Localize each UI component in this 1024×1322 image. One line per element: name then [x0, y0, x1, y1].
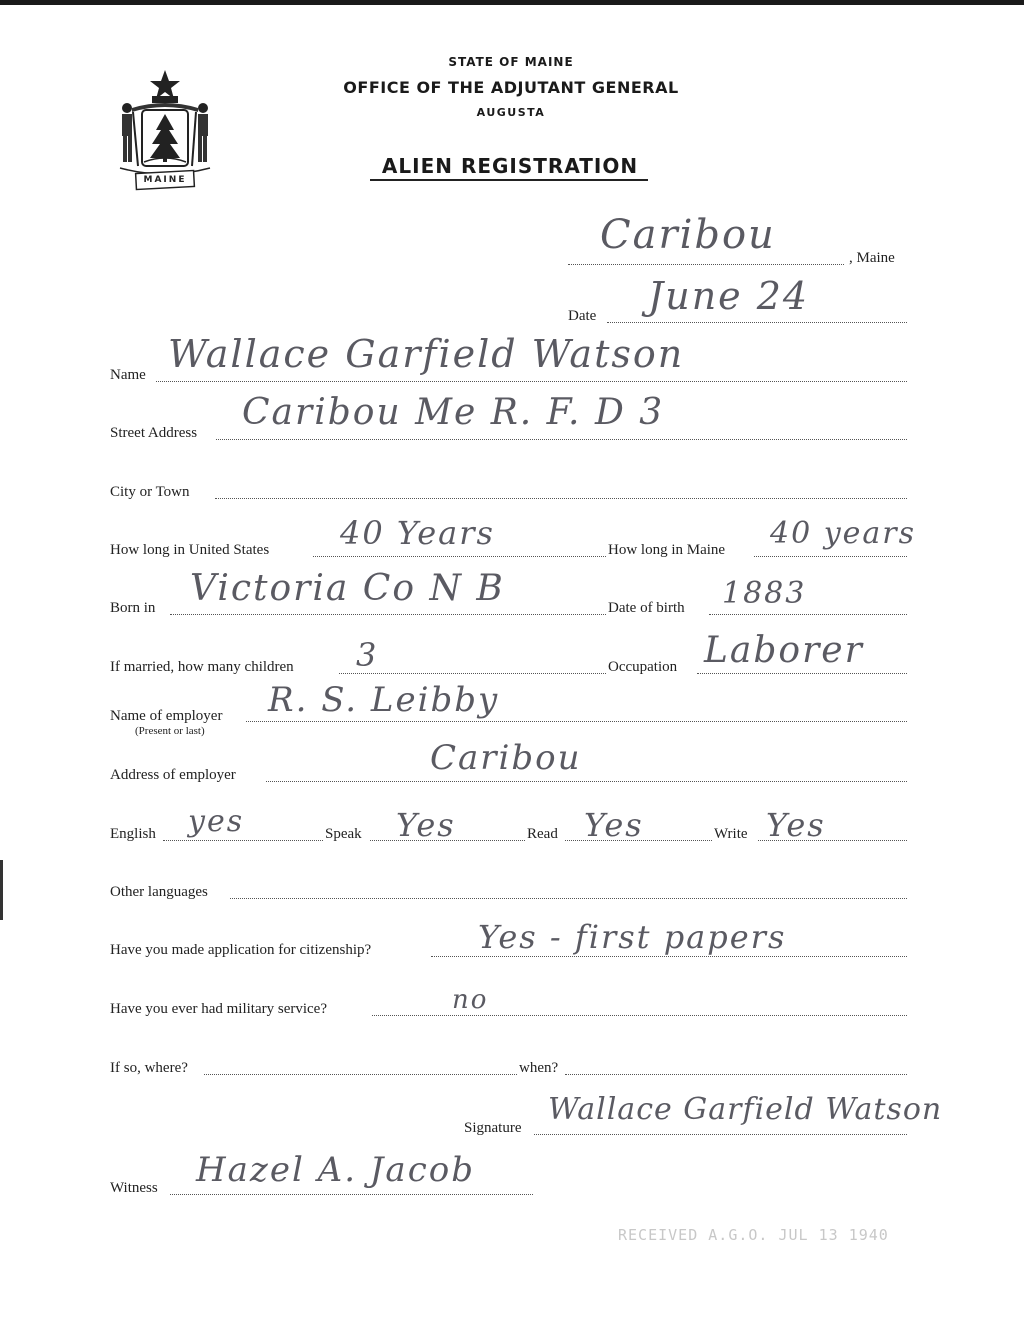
read-value: Yes: [584, 806, 644, 844]
born-in-label: Born in: [110, 600, 156, 616]
date-field-line[interactable]: [607, 322, 907, 323]
signature-label: Signature: [464, 1120, 522, 1136]
town-value: Caribou: [600, 212, 776, 258]
speak-value: Yes: [396, 806, 456, 844]
military-label: Have you ever had military service?: [110, 1001, 327, 1017]
witness-field-line[interactable]: [170, 1194, 533, 1195]
header-state: STATE OF MAINE: [448, 55, 574, 69]
seal-banner-text: MAINE: [143, 175, 187, 185]
other-languages-label: Other languages: [110, 884, 208, 900]
where-field-line[interactable]: [204, 1074, 517, 1075]
children-value: 3: [356, 636, 379, 674]
title-underline: [370, 179, 648, 181]
speak-label: Speak: [325, 826, 362, 842]
how-long-maine-value: 40 years: [770, 516, 917, 551]
when-label: when?: [519, 1060, 559, 1076]
header-office: OFFICE OF THE ADJUTANT GENERAL: [343, 78, 679, 97]
citizenship-field-line[interactable]: [431, 956, 907, 957]
city-field-line[interactable]: [215, 498, 907, 499]
write-label: Write: [714, 826, 748, 842]
english-label: English: [110, 826, 156, 842]
occupation-field-line[interactable]: [697, 673, 907, 674]
street-address-field-line[interactable]: [216, 439, 907, 440]
born-in-field-line[interactable]: [170, 614, 606, 615]
how-long-maine-label: How long in Maine: [608, 542, 726, 558]
employer-note: (Present or last): [135, 725, 205, 737]
date-label: Date: [568, 308, 597, 324]
witness-value: Hazel A. Jacob: [196, 1150, 475, 1190]
date-of-birth-value: 1883: [722, 576, 807, 611]
how-long-us-label: How long in United States: [110, 542, 270, 558]
citizenship-value: Yes - first papers: [478, 918, 787, 956]
how-long-us-field-line[interactable]: [313, 556, 606, 557]
employer-address-label: Address of employer: [110, 767, 236, 783]
signature-value: Wallace Garfield Watson: [548, 1092, 943, 1127]
employer-name-field-line[interactable]: [246, 721, 907, 722]
children-label: If married, how many children: [110, 659, 294, 675]
street-address-value: Caribou Me R. F. D 3: [242, 392, 665, 433]
born-in-value: Victoria Co N B: [190, 568, 505, 609]
street-address-label: Street Address: [110, 425, 198, 441]
employer-address-field-line[interactable]: [266, 781, 907, 782]
maine-label: , Maine: [849, 250, 895, 266]
received-stamp: RECEIVED A.G.O. JUL 13 1940: [618, 1226, 889, 1244]
town-field-line[interactable]: [568, 264, 844, 265]
name-value: Wallace Garfield Watson: [168, 332, 685, 376]
employer-name-value: R. S. Leibby: [268, 680, 500, 720]
where-label: If so, where?: [110, 1060, 188, 1076]
date-value: June 24: [648, 274, 810, 318]
how-long-us-value: 40 Years: [340, 514, 495, 552]
signature-field-line[interactable]: [534, 1134, 907, 1135]
english-value: yes: [188, 804, 245, 839]
form-title: ALIEN REGISTRATION: [381, 154, 639, 178]
occupation-value: Laborer: [704, 630, 864, 671]
scan-top-border: [0, 0, 1024, 5]
employer-address-value: Caribou: [430, 738, 582, 778]
write-value: Yes: [766, 806, 826, 844]
name-field-line[interactable]: [156, 381, 907, 382]
date-of-birth-field-line[interactable]: [709, 614, 907, 615]
employer-name-label: Name of employer: [110, 708, 223, 724]
witness-label: Witness: [110, 1180, 158, 1196]
scan-left-edge: [0, 860, 3, 920]
english-field-line[interactable]: [163, 840, 323, 841]
name-label: Name: [110, 367, 146, 383]
city-label: City or Town: [110, 484, 190, 500]
when-field-line[interactable]: [565, 1074, 907, 1075]
date-of-birth-label: Date of birth: [608, 600, 685, 616]
military-value: no: [452, 985, 489, 1015]
citizenship-label: Have you made application for citizenship?: [110, 942, 372, 958]
read-label: Read: [527, 826, 558, 842]
children-field-line[interactable]: [339, 673, 606, 674]
how-long-maine-field-line[interactable]: [754, 556, 907, 557]
occupation-label: Occupation: [608, 659, 678, 675]
header-city: AUGUSTA: [476, 106, 546, 119]
military-field-line[interactable]: [372, 1015, 907, 1016]
other-languages-field-line[interactable]: [230, 898, 907, 899]
